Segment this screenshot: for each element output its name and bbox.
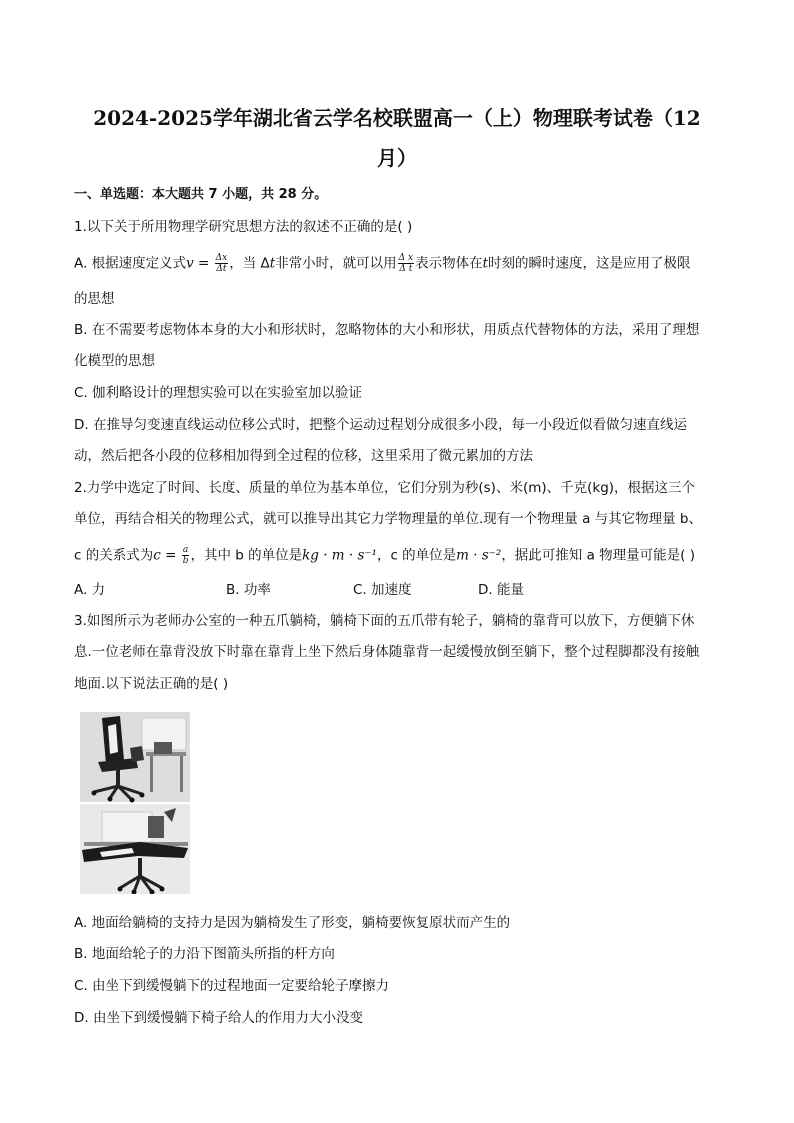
q1a-frac1-denominator: Δt	[216, 264, 227, 274]
q2-unit-c: m · s⁻²	[456, 547, 502, 564]
q3-option-d: D. 由坐下到缓慢躺下椅子给人的作用力大小没变	[74, 1010, 363, 1026]
q2-fraction	[182, 545, 190, 566]
q2-line3	[74, 545, 695, 566]
q1-option-c: C. 伽利略设计的理想实验可以在实验室加以验证	[74, 385, 363, 401]
q1a-fraction-ratio	[398, 253, 414, 274]
q1-option-b-line1: B. 在不需要考虑物体本身的大小和形状时，忽略物体的大小和形状，用质点代替物体的方法，采用了理想	[74, 322, 700, 338]
q3-line1: 3.如图所示为老师办公室的一种五爪躺椅，躺椅下面的五爪带有轮子，躺椅的靠背可以放下，方便躺下休	[74, 613, 695, 629]
q1-stem: 1.以下关于所用物理学研究思想方法的叙述不正确的是( )	[74, 219, 413, 235]
q1-option-a-line2: 的思想	[74, 291, 115, 307]
q2-line3-post: ，据此可推知 a 物理量可能是( )	[501, 547, 695, 564]
q1a-prefix: A. 根据速度定义式	[74, 255, 187, 272]
section-heading: 一、单选题：本大题共 7 小题，共 28 分。	[74, 187, 328, 202]
q1a-frac1-numerator: Δx	[215, 253, 228, 263]
q1a-suffix: 时刻的瞬时速度，这是应用了极限	[488, 255, 691, 272]
q2-line1: 2.力学中选定了时间、长度、质量的单位为基本单位，它们分别为秒(s)、米(m)、千克(kg)，根据这三个	[74, 480, 696, 496]
q1a-fraction-definition	[215, 253, 229, 274]
q2-option-c: C. 加速度	[353, 582, 412, 598]
q1a-frac2-denominator: Δ t	[399, 264, 413, 274]
q2-line3-mid: ，其中 b 的单位是	[190, 547, 303, 564]
q3-option-b: B. 地面给轮子的力沿下图箭头所指的杆方向	[74, 946, 335, 962]
q1a-frac2-numerator: Δ x	[398, 253, 414, 263]
q1a-mid1: ，当 Δ	[229, 255, 270, 272]
q1-option-d-line1: D. 在推导匀变速直线运动位移公式时，把整个运动过程划分成很多小段，每一小段近似看做匀速直线运	[74, 417, 687, 433]
q1-option-b-line2: 化模型的思想	[74, 353, 155, 369]
reclining-chair-photo	[80, 712, 190, 894]
q2-frac-denominator: b	[182, 556, 189, 566]
q2-unit-b: kg · m · s⁻¹	[302, 547, 377, 564]
q1-option-d-line2: 动，然后把各小段的位移相加得到全过程的位移，这里采用了微元累加的方法	[74, 448, 533, 464]
q1a-eq-lhs: v =	[186, 255, 214, 272]
q2-line3-mid2: ，c 的单位是	[376, 547, 457, 564]
q3-line2: 息.一位老师在靠背没放下时靠在靠背上坐下然后身体随靠背一起缓慢放倒至躺下，整个过程脚都没有接触	[74, 644, 700, 660]
q2-eq-lhs: c =	[153, 547, 181, 564]
q3-option-c: C. 由坐下到缓慢躺下的过程地面一定要给轮子摩擦力	[74, 978, 390, 994]
q1a-var-t2: t	[482, 255, 489, 272]
q2-frac-numerator: a	[182, 545, 189, 555]
q2-option-b: B. 功率	[226, 582, 271, 598]
q1a-mid3: 表示物体在	[415, 255, 483, 272]
q2-line3-pre: c 的关系式为	[74, 547, 154, 564]
q2-line2: 单位，再结合相关的物理公式，就可以推导出其它力学物理量的单位.现有一个物理量 a 与其它物理量 b、	[74, 511, 703, 527]
q1a-var-t: t	[269, 255, 276, 272]
q3-line3: 地面.以下说法正确的是( )	[74, 676, 229, 692]
exam-title-line2: 月）	[377, 146, 417, 170]
exam-title-line1: 2024-2025学年湖北省云学名校联盟高一（上）物理联考试卷（12	[93, 106, 701, 130]
q2-option-d: D. 能量	[478, 582, 524, 598]
q2-option-a: A. 力	[74, 582, 106, 598]
q3-option-a: A. 地面给躺椅的支持力是因为躺椅发生了形变，躺椅要恢复原状而产生的	[74, 915, 511, 931]
q1a-mid2: 非常小时，就可以用	[275, 255, 397, 272]
q1-option-a-line1	[74, 253, 691, 274]
